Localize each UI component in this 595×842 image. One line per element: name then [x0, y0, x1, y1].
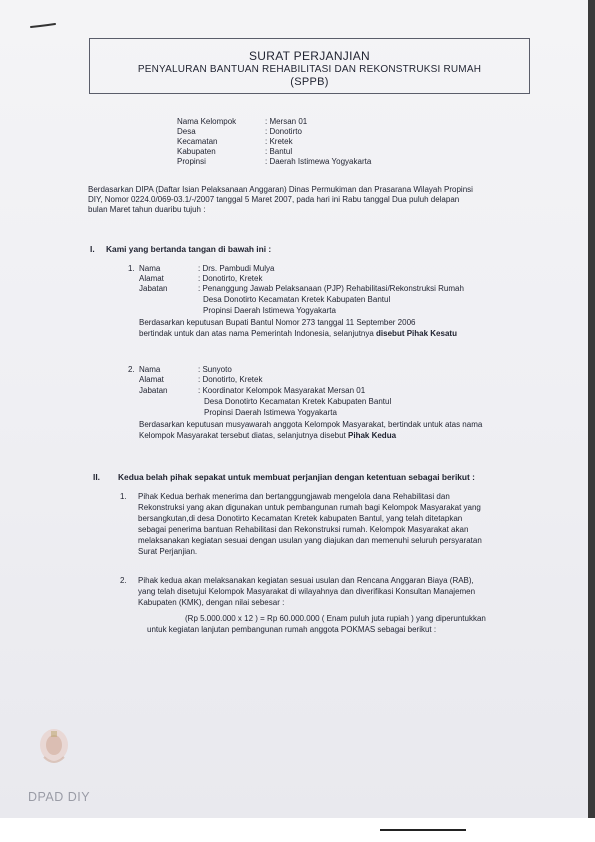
party-2-position-label: Jabatan — [139, 386, 168, 395]
party-2-designation: Pihak Kedua — [348, 431, 397, 440]
party-2-position-line: : Koordinator Kelompok Masyarakat Mersan 01 — [198, 386, 366, 395]
intro-line: DIY, Nomor 0224.0/069-03.1/-/2007 tanggal 5 Maret 2007, pada hari ini Rabu tanggal Dua puluh delapan — [88, 195, 460, 204]
party-1-position-line: Propinsi Daerah Istimewa Yogyakarta — [203, 306, 336, 315]
identity-row — [177, 117, 307, 127]
party-2-address-value: : Donotirto, Kretek — [198, 375, 263, 384]
clause-1-line: Surat Perjanjian. — [138, 547, 198, 556]
party-1-basis-line — [139, 329, 457, 339]
party-2-position-line: Propinsi Daerah Istimewa Yogyakarta — [204, 408, 337, 417]
party-2-position-line: Desa Donotirto Kecamatan Kretek Kabupaten Bantul — [204, 397, 392, 406]
clause-2-amount: (Rp 5.000.000 x 12 ) = Rp 60.000.000 ( Enam puluh juta rupiah ) yang diperuntukkan — [185, 614, 486, 623]
party-1-designation: disebut Pihak Kesatu — [376, 329, 457, 338]
party-2-basis-line — [139, 431, 396, 441]
party-1-position-line: Desa Donotirto Kecamatan Kretek Kabupaten Bantul — [203, 295, 391, 304]
party-1-address-label: Alamat — [139, 274, 164, 283]
section-1-heading: Kami yang bertanda tangan di bawah ini : — [106, 244, 272, 254]
identity-value: : Mersan 01 — [265, 117, 308, 126]
party-1-address-value: : Donotirto, Kretek — [198, 274, 263, 283]
identity-value: : Daerah Istimewa Yogyakarta — [265, 157, 372, 166]
identity-label: Kecamatan — [177, 137, 218, 146]
party-1-basis-line: Berdasarkan keputusan Bupati Bantul Nomor 273 tanggal 11 September 2006 — [139, 318, 416, 327]
identity-value: : Bantul — [265, 147, 293, 156]
clause-2-line: Kabupaten (KMK), dengan nilai sebesar : — [138, 598, 285, 607]
identity-label: Desa — [177, 127, 196, 136]
party-1-basis-text: bertindak untuk dan atas nama Pemerintah Indonesia, selanjutnya — [139, 329, 377, 338]
section-1-number: I. — [90, 244, 95, 254]
pen-mark-icon — [30, 23, 56, 29]
party-1-number: 1. — [128, 264, 135, 273]
party-2-number: 2. — [128, 365, 135, 374]
identity-value: : Donotirto — [265, 127, 302, 136]
party-2-basis-line: Berdasarkan keputusan musyawarah anggota Kelompok Masyarakat, bertindak untuk atas nama — [139, 420, 483, 429]
section-2-number: II. — [93, 472, 100, 482]
intro-line: bulan Maret tahun duaribu tujuh : — [88, 205, 206, 214]
identity-row — [177, 127, 302, 137]
party-2-address-label: Alamat — [139, 375, 164, 384]
party-1-position-label: Jabatan — [139, 284, 168, 293]
title-line-2: PENYALURAN BANTUAN REHABILITASI DAN REKONSTRUKSI RUMAH — [137, 64, 482, 75]
identity-row — [177, 157, 371, 167]
watermark-text: DPAD DIY — [28, 790, 91, 804]
clause-1-line: melaksanakan kegiatan sesuai dengan usulan yang diajukan dan memenuhi seluruh persyaratan — [138, 536, 482, 545]
identity-label: Propinsi — [177, 157, 206, 166]
bottom-margin — [0, 818, 595, 842]
seal-emblem-icon — [36, 725, 72, 769]
identity-row — [177, 137, 293, 147]
party-2-name-value: : Sunyoto — [198, 365, 232, 374]
party-1-position-line: : Penanggung Jawab Pelaksanaan (PJP) Rehabilitasi/Rekonstruksi Rumah — [198, 284, 464, 293]
clause-2-line: yang telah disetujui Kelompok Masyarakat di wilayahnya dan diverifikasi Konsultan Manajemen — [138, 587, 476, 596]
bottom-rule — [380, 829, 466, 831]
identity-value: : Kretek — [265, 137, 293, 146]
title-line-1: SURAT PERJANJIAN — [248, 49, 371, 63]
clause-2-closing: untuk kegiatan lanjutan pembangunan rumah anggota POKMAS sebagai berikut : — [147, 625, 437, 634]
party-1-name-label: Nama — [139, 264, 161, 273]
clause-2-line: Pihak kedua akan melaksanakan kegiatan sesuai usulan dan Rencana Anggaran Biaya (RAB), — [138, 576, 474, 585]
intro-line: Berdasarkan DIPA (Daftar Isian Pelaksanaan Anggaran) Dinas Permukiman dan Prasarana Wilayah Propinsi — [88, 185, 473, 194]
clause-1-line: bersangkutan,di desa Donotirto Kecamatan Kretek kabupaten Bantul, yang telah ditetapkan — [138, 514, 463, 523]
identity-label: Nama Kelompok — [177, 117, 237, 126]
party-2-name-label: Nama — [139, 365, 161, 374]
title-box — [89, 38, 530, 94]
party-2-basis-text: Kelompok Masyarakat tersebut diatas, selanjutnya disebut — [139, 431, 349, 440]
clause-1-line: sebagai penerima bantuan Rehabilitasi dan Rekonstruksi rumah. Kelompok Masyarakat akan — [138, 525, 469, 534]
clause-1-number: 1. — [120, 492, 127, 501]
party-1-name-value: : Drs. Pambudi Mulya — [198, 264, 275, 273]
title-line-3: (SPPB) — [290, 76, 329, 88]
identity-label: Kabupaten — [177, 147, 216, 156]
clause-2-number: 2. — [120, 576, 127, 585]
clause-1-line: Pihak Kedua berhak menerima dan bertanggungjawab mengelola dana Rehabilitasi dan — [138, 492, 450, 501]
identity-row — [177, 147, 292, 157]
clause-1-line: Rekonstruksi yang akan digunakan untuk pembangunan rumah bagi Kelompok Masyarakat yang — [138, 503, 481, 512]
section-2-heading: Kedua belah pihak sepakat untuk membuat perjanjian dengan ketentuan sebagai berikut : — [118, 472, 475, 482]
